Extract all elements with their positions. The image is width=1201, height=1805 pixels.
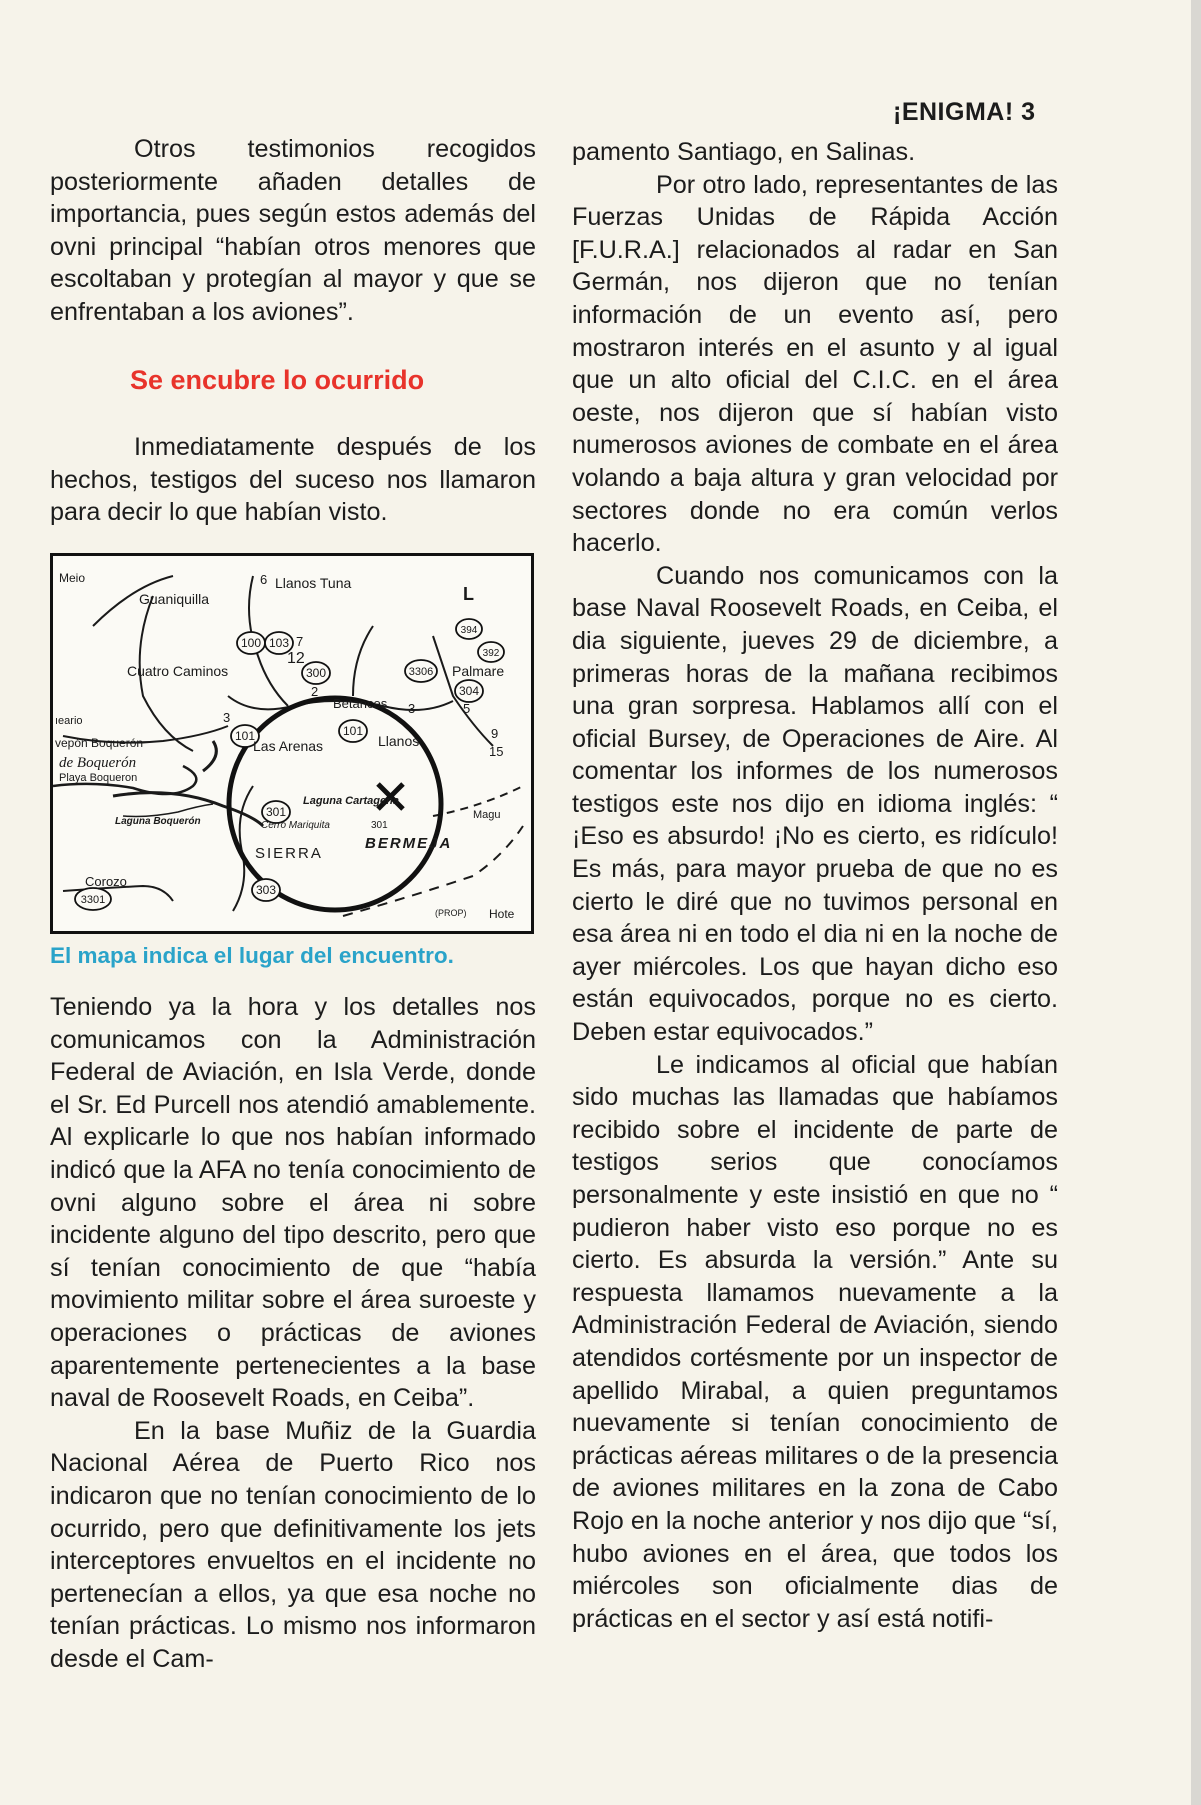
paragraph: Cuando nos comunicamos con la base Naval Roosevelt Roads, en Ceiba, el dia siguiente, jueves 29 de diciembre, a primeras horas de la mañana recibimos una gran sorpresa. Hablamos allí con el oficial Bursey, de Operaciones de Aire. Al comentar los informes de los numerosos testigos este nos dijo en idioma inglés: “ ¡Eso es absurdo! ¡No es cierto, es ridículo! Es más, para mayor prueba de que no es cierto le diré que no tuvimos personal en esa área ni en todo el dia ni en la noche de ayer miércoles. Los que hayan dicho eso están equivocados, porque no es cierto. Deben estar equivocados.” xyxy=(572,561,1058,1047)
route-392-label: 392 xyxy=(482,648,500,659)
left-column-mid xyxy=(50,431,536,529)
map-number: 7 xyxy=(296,634,304,649)
place-bermeja: BERMEJA xyxy=(365,835,453,852)
place-prop: (PROP) xyxy=(435,908,467,918)
route-100-label: 100 xyxy=(240,636,262,650)
paragraph: Teniendo ya la hora y los detalles nos comunicamos con la Administración Federal de Aviación, en Isla Verde, donde el Sr. Ed Purcell nos atendió amablemente. Al explicarle lo que nos habían informado indicó que la AFA no tenía conocimiento de ovni alguno sobre el área ni sobre incidente alguno del tipo descrito, pero que sí tenían conocimiento de que “había movimiento militar sobre el área suroeste y operaciones o prácticas de aviones aparentemente pertenecientes a la base naval de Roosevelt Roads, en Ceiba”. xyxy=(50,993,536,1413)
place-playa-boqueron: Playa Boqueron xyxy=(59,772,138,784)
map-number: 15 xyxy=(489,744,504,759)
place-sierra: SIERRA xyxy=(255,845,323,862)
route-101-label: 101 xyxy=(342,724,364,738)
section-heading: Se encubre lo ocurrido xyxy=(130,365,425,395)
paragraph: Le indicamos al oficial que habían sido muchas las llamadas que habíamos recibido sobre el incidente de parte de testigos serios que conocíamos personalmente y este insistió en que no “ pudieron haber visto eso porque no es cierto. Es absurda la versión.” Ante su respuesta llamamos nuevamente a la Administración Federal de Aviación, siendo atendidos cortésmente por un inspector de apellido Mirabal, a quien preguntamos nuevamente si tenían conocimiento de prácticas aéreas militares o de la presencia de aviones militares en la zona de Cabo Rojo en la noche anterior y nos dijo que “sí, hubo aviones en el área, que todos los miércoles son oficialmente dias de prácticas en el sector y así está notifi- xyxy=(572,1050,1058,1633)
place-palmarejo: Palmare xyxy=(452,663,505,679)
place-bahia-boqueron: de Boquerón xyxy=(59,755,137,771)
left-column-bottom xyxy=(50,991,536,1675)
route-3301-label: 3301 xyxy=(80,894,106,906)
place-boqueron: vерón Boquerón xyxy=(55,736,144,750)
page-header: ¡ENIGMA! 3 xyxy=(893,98,1036,126)
map-number: 6 xyxy=(260,572,268,587)
paragraph: Por otro lado, representantes de las Fuerzas Unidas de Rápida Acción [F.U.R.A.] relacionados al radar en San Germán, nos dijeron que no tenían información de un evento así, pero mostraron interés en el asunto y al igual que un alto oficial del C.I.C. en el área oeste, nos dijeron que sí habían visto numerosos aviones de combate en el área volando a baja altura y gran velocidad por sectores donde no era común verlos hacerlo. xyxy=(572,170,1058,558)
route-304-label: 304 xyxy=(458,684,480,698)
left-column-top xyxy=(50,133,536,329)
place-laguna-boqueron: Laguna Boquerón xyxy=(115,816,201,827)
paragraph: En la base Muñiz de la Guardia Nacional Aérea de Puerto Rico nos indicaron que no tenían conocimiento de lo ocurrido, pero que definitivamente los jets interceptores envueltos en el incidente no pertenecían a ellos, ya que esa noche no tenían prácticas. Lo mismo nos informaron desde el Cam- xyxy=(50,1416,536,1673)
place-laguna-cartagena: Laguna Cartagena xyxy=(303,795,399,807)
place-rosario: ıeario xyxy=(55,715,83,727)
page-edge xyxy=(1191,0,1201,1805)
map-number: 3 xyxy=(223,710,231,725)
place-corozo: Corozo xyxy=(85,874,127,889)
route-303-label: 303 xyxy=(255,883,277,897)
place-betances: Betances xyxy=(333,696,388,711)
route-101-label: 101 xyxy=(234,729,256,743)
route-300-label: 300 xyxy=(305,666,327,680)
map-number: 5 xyxy=(463,701,471,716)
paragraph: pamento Santiago, en Salinas. xyxy=(572,138,916,166)
route-394-label: 394 xyxy=(460,625,478,636)
place-llanos-tuna: Llanos Tuna xyxy=(275,575,352,591)
route-301-label: 301 xyxy=(371,820,388,831)
map-svg xyxy=(53,556,531,931)
place-meio: Meio xyxy=(59,571,86,585)
place-hotel: Hote xyxy=(489,907,515,921)
place-guaniquilla: Guaniquilla xyxy=(139,591,210,607)
place-magueyes: Magu xyxy=(473,809,501,821)
paragraph: Inmediatamente después de los hechos, testigos del suceso nos llamaron para decir lo que habían visto. xyxy=(50,433,536,527)
place-cuatro-caminos: Cuatro Caminos xyxy=(127,663,229,679)
map-number: 9 xyxy=(491,726,499,741)
route-3306-label: 3306 xyxy=(408,666,434,678)
map-number: 2 xyxy=(311,684,319,699)
map-figure xyxy=(50,553,534,934)
place-l: L xyxy=(463,584,474,604)
paragraph: Otros testimonios recogidos posteriormente añaden detalles de importancia, pues según estos además del ovni principal “habían otros menores que escoltaban y protegían al mayor y que se enfrentaban a los aviones”. xyxy=(50,135,536,326)
map-caption: El mapa indica el lugar del encuentro. xyxy=(50,943,454,968)
route-301-label: 301 xyxy=(265,805,287,819)
place-llanos: Llanos xyxy=(378,733,420,749)
map-number: 3 xyxy=(408,701,416,716)
right-column xyxy=(572,136,1058,1635)
route-103-label: 103 xyxy=(268,636,290,650)
map-number: 12 xyxy=(287,650,305,667)
place-las-arenas: Las Arenas xyxy=(253,738,324,754)
place-cerro-mariquita: Cerro Mariquita xyxy=(261,820,330,831)
